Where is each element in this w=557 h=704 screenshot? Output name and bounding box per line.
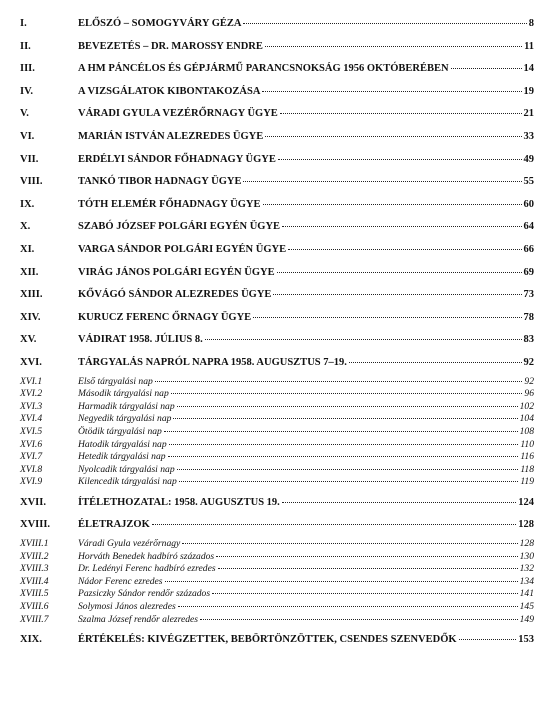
- dot-leader: [263, 204, 522, 205]
- toc-entry-page-number: 118: [520, 463, 534, 475]
- dot-leader: [177, 469, 519, 470]
- toc-entry-page-number: 49: [523, 153, 534, 165]
- dot-leader: [288, 249, 521, 250]
- toc-entry-page-number: 128: [518, 519, 534, 531]
- toc-entry-number: VI.: [20, 131, 35, 142]
- dot-leader: [155, 381, 523, 382]
- toc-entry-number: III.: [20, 63, 35, 75]
- toc-entry-title: ELŐSZÓ – SOMOGYVÁRY GÉZA: [78, 18, 242, 29]
- toc-entry-number: XVIII.1: [20, 537, 49, 549]
- toc-entry-title: Első tárgyalási nap: [78, 375, 153, 387]
- toc-entry-page-number: 124: [518, 496, 534, 508]
- toc-subentry: [20, 614, 534, 625]
- dot-leader: [451, 68, 522, 69]
- toc-entry-title: Hetedik tárgyalási nap: [78, 451, 166, 463]
- dot-leader: [173, 418, 517, 419]
- toc-entry-page-number: 110: [520, 438, 534, 450]
- dot-leader: [349, 362, 522, 363]
- toc-entry-number: XVII.: [20, 496, 46, 508]
- toc-entry-page-number: 69: [523, 266, 534, 278]
- toc-entry-title: A VIZSGÁLATOK KIBONTAKOZÁSA: [78, 85, 261, 97]
- toc-entry-number: XVI.: [20, 357, 42, 368]
- toc-entry-number: XV.: [20, 334, 37, 346]
- toc-entry-title: TANKÓ TIBOR HADNAGY ÜGYE: [78, 176, 242, 188]
- toc-entry-page-number: 11: [524, 40, 534, 52]
- toc-entry-title: Harmadik tárgyalási nap: [78, 400, 175, 412]
- toc-entry-page-number: 83: [523, 334, 534, 346]
- toc-entry-page-number: 119: [520, 476, 534, 488]
- dot-leader: [182, 543, 517, 544]
- dot-leader: [164, 431, 518, 432]
- toc-entry-number: XVI.4: [20, 413, 43, 425]
- dot-leader: [282, 502, 516, 503]
- toc-entry: [20, 108, 534, 119]
- toc-subentry: [20, 376, 534, 387]
- toc-entry-page-number: 92: [524, 375, 534, 387]
- toc-entry-number: V.: [20, 108, 29, 120]
- toc-entry-title: Solymosi János alezredes: [78, 600, 176, 612]
- toc-entry-title: ÉLETRAJZOK: [78, 519, 150, 531]
- toc-entry-page-number: 92: [523, 357, 534, 368]
- dot-leader: [265, 46, 522, 47]
- toc-entry-title: VÁDIRAT 1958. JÚLIUS 8.: [78, 334, 203, 346]
- dot-leader: [243, 23, 526, 24]
- dot-leader: [152, 524, 516, 525]
- toc-entry-title: Kilencedik tárgyalási nap: [78, 476, 177, 488]
- toc-entry-number: XVI.1: [20, 375, 43, 387]
- toc-subentry: [20, 588, 534, 599]
- toc-entry-page-number: 149: [519, 613, 534, 625]
- toc-entry: [20, 289, 534, 300]
- dot-leader: [282, 226, 521, 227]
- toc-entry: [20, 497, 534, 508]
- toc-entry-number: XVIII.2: [20, 550, 49, 562]
- dot-leader: [205, 339, 522, 340]
- toc-entry-title: MARIÁN ISTVÁN ALEZREDES ÜGYE: [78, 131, 264, 142]
- dot-leader: [168, 456, 519, 457]
- toc-entry-page-number: 141: [519, 588, 534, 600]
- toc-entry: [20, 154, 534, 165]
- toc-entry-title: SZABÓ JÓZSEF POLGÁRI EGYÉN ÜGYE: [78, 221, 281, 233]
- toc-entry-number: XVI.5: [20, 425, 43, 437]
- toc-subentry: [20, 563, 534, 574]
- toc-entry-number: XIV.: [20, 311, 41, 323]
- toc-entry-number: XVI.9: [20, 476, 43, 488]
- toc-entry-page-number: 145: [519, 600, 534, 612]
- dot-leader: [459, 639, 517, 640]
- toc-entry-title: Nyolcadik tárgyalási nap: [78, 463, 175, 475]
- toc-entry-title: Ötödik tárgyalási nap: [78, 425, 162, 437]
- dot-leader: [280, 113, 522, 114]
- dot-leader: [218, 568, 518, 569]
- dot-leader: [169, 444, 519, 445]
- toc-entry-number: XVI.2: [20, 388, 43, 400]
- dot-leader: [253, 317, 521, 318]
- toc-entry: [20, 176, 534, 187]
- dot-leader: [243, 181, 521, 182]
- toc-entry-number: XIX.: [20, 634, 42, 645]
- toc-entry-number: XVIII.3: [20, 563, 49, 575]
- toc-entry-page-number: 21: [523, 108, 534, 120]
- toc-entry-title: KURUCZ FERENC ŐRNAGY ÜGYE: [78, 311, 252, 323]
- toc-entry-title: Váradi Gyula vezérőrnagy: [78, 537, 181, 549]
- toc-entry-title: Horváth Benedek hadbíró százados: [78, 550, 215, 562]
- toc-entry-page-number: 96: [524, 388, 534, 400]
- toc-entry-page-number: 64: [523, 221, 534, 233]
- toc-entry-number: XVIII.6: [20, 600, 49, 612]
- toc-entry-title: ÍTÉLETHOZATAL: 1958. AUGUSZTUS 19.: [78, 496, 280, 508]
- toc-entry-page-number: 66: [523, 244, 534, 255]
- dot-leader: [277, 272, 522, 273]
- toc-entry-page-number: 78: [523, 311, 534, 323]
- toc-entry-page-number: 60: [523, 198, 534, 210]
- toc-entry-title: ERDÉLYI SÁNDOR FŐHADNAGY ÜGYE: [78, 153, 276, 165]
- toc-entry-title: A HM PÁNCÉLOS ÉS GÉPJÁRMŰ PARANCSNOKSÁG 1956 OKTÓBERÉBEN: [78, 63, 449, 75]
- toc-entry: [20, 18, 534, 29]
- toc-entry-title: TÓTH ELEMÉR FŐHADNAGY ÜGYE: [78, 198, 261, 210]
- dot-leader: [216, 556, 517, 557]
- dot-leader: [262, 91, 521, 92]
- toc-subentry: [20, 464, 534, 475]
- toc-entry-number: I.: [20, 18, 27, 29]
- toc-subentry: [20, 551, 534, 562]
- toc-subentry: [20, 388, 534, 399]
- toc-entry-number: XII.: [20, 266, 39, 278]
- toc-entry-number: XVIII.7: [20, 613, 49, 625]
- dot-leader: [273, 294, 521, 295]
- toc-entry-number: XVIII.: [20, 519, 51, 531]
- toc-entry-page-number: 33: [523, 131, 534, 142]
- toc-entry: [20, 221, 534, 232]
- toc-entry-number: XI.: [20, 244, 35, 255]
- toc-entry-title: Dr. Ledényi Ferenc hadbíró ezredes: [78, 563, 216, 575]
- toc-entry-page-number: 102: [519, 400, 534, 412]
- dot-leader: [171, 393, 523, 394]
- dot-leader: [177, 406, 518, 407]
- toc-entry-title: VÁRADI GYULA VEZÉRŐRNAGY ÜGYE: [78, 108, 278, 120]
- dot-leader: [165, 581, 518, 582]
- toc-entry: [20, 357, 534, 368]
- toc-subentry: [20, 401, 534, 412]
- toc-entry-title: Második tárgyalási nap: [78, 388, 169, 400]
- toc-entry: [20, 312, 534, 323]
- toc-entry-page-number: 153: [518, 634, 534, 645]
- toc-entry-page-number: 130: [519, 550, 534, 562]
- toc-subentry: [20, 451, 534, 462]
- toc-entry-page-number: 128: [519, 537, 534, 549]
- toc-entry: [20, 267, 534, 278]
- dot-leader: [278, 159, 522, 160]
- toc-entry-title: KŐVÁGÓ SÁNDOR ALEZREDES ÜGYE: [78, 289, 272, 301]
- toc-entry-title: Negyedik tárgyalási nap: [78, 413, 172, 425]
- toc-entry-number: IX.: [20, 198, 35, 210]
- toc-entry-number: XVI.6: [20, 438, 43, 450]
- toc-entry-title: Szalma József rendőr alezredes: [78, 613, 198, 625]
- toc-subentry: [20, 576, 534, 587]
- toc-entry-number: VIII.: [20, 176, 43, 188]
- toc-entry-title: ÉRTÉKELÉS: KIVÉGZETTEK, BEBÖRTÖNZÖTTEK, CSENDES SZENVEDŐK: [78, 634, 457, 645]
- toc-subentry: [20, 413, 534, 424]
- toc-subentry: [20, 426, 534, 437]
- toc-entry-page-number: 55: [523, 176, 534, 188]
- toc-entry-title: VIRÁG JÁNOS POLGÁRI EGYÉN ÜGYE: [78, 266, 275, 278]
- toc-entry-number: XIII.: [20, 289, 43, 301]
- toc-entry-title: Hatodik tárgyalási nap: [78, 438, 167, 450]
- toc-entry-page-number: 108: [519, 425, 534, 437]
- toc-entry-number: XVIII.5: [20, 588, 49, 600]
- toc-entry: [20, 86, 534, 97]
- toc-entry-page-number: 116: [520, 451, 534, 463]
- toc-subentry: [20, 476, 534, 487]
- toc-entry-number: VII.: [20, 153, 39, 165]
- toc-entry: [20, 244, 534, 255]
- toc-subentry: [20, 601, 534, 612]
- toc-entry-number: IV.: [20, 85, 33, 97]
- toc-entry-title: Pazsiczky Sándor rendőr százados: [78, 588, 211, 600]
- toc-entry-page-number: 104: [519, 413, 534, 425]
- toc-entry-page-number: 8: [528, 18, 534, 29]
- dot-leader: [212, 593, 518, 594]
- dot-leader: [265, 136, 521, 137]
- dot-leader: [178, 606, 518, 607]
- toc-entry: [20, 199, 534, 210]
- toc-entry: [20, 634, 534, 645]
- toc-entry-title: BEVEZETÉS – DR. MAROSSY ENDRE: [78, 40, 263, 52]
- toc-entry: [20, 131, 534, 142]
- toc-entry-page-number: 14: [523, 63, 534, 75]
- toc-entry: [20, 63, 534, 74]
- dot-leader: [200, 619, 518, 620]
- toc-entry-number: XVI.3: [20, 400, 43, 412]
- toc-entry-title: Nádor Ferenc ezredes: [78, 575, 163, 587]
- toc-entry-page-number: 73: [523, 289, 534, 301]
- toc-entry: [20, 334, 534, 345]
- toc-entry-page-number: 132: [519, 563, 534, 575]
- toc-entry-page-number: 134: [519, 575, 534, 587]
- toc-entry-number: XVI.8: [20, 463, 43, 475]
- toc-entry-title: TÁRGYALÁS NAPRÓL NAPRA 1958. AUGUSZTUS 7–19.: [78, 357, 347, 368]
- toc-subentry: [20, 439, 534, 450]
- toc-entry-title: VARGA SÁNDOR POLGÁRI EGYÉN ÜGYE: [78, 244, 287, 255]
- toc-entry: [20, 41, 534, 52]
- toc-entry-number: II.: [20, 40, 31, 52]
- toc-entry-number: XVIII.4: [20, 575, 49, 587]
- toc-entry-page-number: 19: [523, 85, 534, 97]
- dot-leader: [179, 481, 519, 482]
- toc-entry: [20, 519, 534, 530]
- toc-subentry: [20, 538, 534, 549]
- toc-entry-number: XVI.7: [20, 451, 43, 463]
- toc-entry-number: X.: [20, 221, 31, 233]
